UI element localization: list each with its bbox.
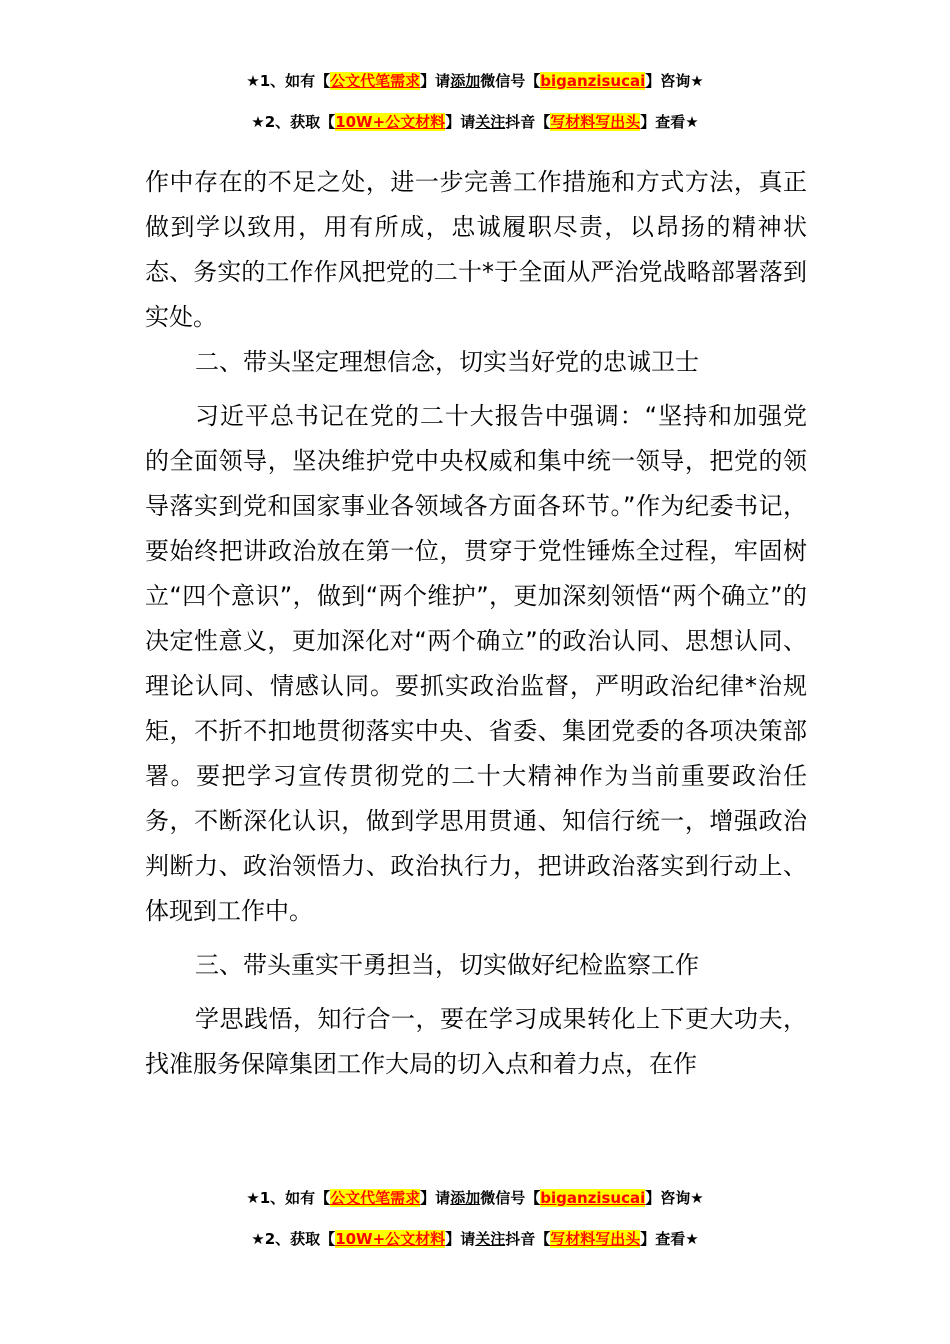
header-promo-line-1 — [0, 69, 950, 93]
document-body — [145, 160, 807, 1087]
header-line2-prefix: ★2、获取【 — [251, 113, 336, 131]
paragraph-section-3: 学思践悟，知行合一，要在学习成果转化上下更大功夫，找准服务保障集团工作大局的切入点和着力点，在作 — [145, 1005, 807, 1078]
header-promo-line-2 — [0, 110, 950, 134]
header-line1-mid1: 】请 — [420, 72, 451, 90]
footer-line1-suffix: 】咨询★ — [645, 1189, 704, 1207]
footer-line1-mid2: 微信号【 — [480, 1189, 541, 1207]
header-line2-materials-highlight: 10W+公文材料 — [335, 113, 446, 131]
footer-line1-prefix: ★1、如有【 — [246, 1189, 331, 1207]
footer-line2-materials-highlight: 10W+公文材料 — [335, 1230, 446, 1248]
footer-line2-suffix: 】查看★ — [640, 1230, 699, 1248]
footer-promo-line-2 — [0, 1227, 950, 1251]
header-line1-mid2: 微信号【 — [480, 72, 541, 90]
header-line1-prefix: ★1、如有【 — [246, 72, 331, 90]
footer-line2-douyin-id: 写材料写出头 — [550, 1230, 641, 1248]
footer-line2-prefix: ★2、获取【 — [251, 1230, 336, 1248]
footer-line1-mid1: 】请 — [420, 1189, 451, 1207]
header-line1-add-underline: 添加 — [450, 72, 481, 90]
header-line2-suffix: 】查看★ — [640, 113, 699, 131]
header-line1-wechat-id: biganzisucai — [540, 72, 646, 90]
header-line2-douyin-id: 写材料写出头 — [550, 113, 641, 131]
footer-line2-mid2: 抖音【 — [505, 1230, 551, 1248]
header-line1-service-highlight: 公文代笔需求 — [330, 72, 421, 90]
paragraph-section-2: 习近平总书记在党的二十大报告中强调：“坚持和加强党的全面领导，坚决维护党中央权威和集中统一领导，把党的领导落实到党和国家事业各领域各方面各环节。”作为纪委书记，要始终把讲政治放在第一位，贯穿于党性锤炼全过程，牢固树立“四个意识”，做到“两个维护”，更加深刻领悟“两个确立”的决定性意义，更加深化对“两个确立”的政治认同、思想认同、理论认同、情感认同。要抓实政治监督，严明政治纪律*治规矩，不折不扣地贯彻落实中央、省委、集团党委的各项决策部署。要把学习宣传贯彻党的二十大精神作为当前重要政治任务，不断深化认识，做到学思用贯通、知信行统一，增强政治判断力、政治领悟力、政治执行力，把讲政治落实到行动上、体现到工作中。 — [145, 402, 807, 925]
footer-line2-mid1: 】请 — [445, 1230, 476, 1248]
header-line2-mid2: 抖音【 — [505, 113, 551, 131]
header-line1-suffix: 】咨询★ — [645, 72, 704, 90]
footer-line1-wechat-id: biganzisucai — [540, 1189, 646, 1207]
section-heading-3: 三、带头重实干勇担当，切实做好纪检监察工作 — [195, 951, 699, 979]
footer-line2-follow-underline: 关注 — [475, 1230, 506, 1248]
footer-promo-line-1 — [0, 1186, 950, 1210]
section-heading-2: 二、带头坚定理想信念，切实当好党的忠诚卫士 — [195, 348, 699, 376]
paragraph-continued: 作中存在的不足之处，进一步完善工作措施和方式方法，真正做到学以致用，用有所成，忠诚履职尽责，以昂扬的精神状态、务实的工作作风把党的二十*于全面从严治党战略部署落到实处。 — [145, 168, 807, 331]
footer-line1-service-highlight: 公文代笔需求 — [330, 1189, 421, 1207]
footer-line1-add-underline: 添加 — [450, 1189, 481, 1207]
header-line2-follow-underline: 关注 — [475, 113, 506, 131]
header-line2-mid1: 】请 — [445, 113, 476, 131]
